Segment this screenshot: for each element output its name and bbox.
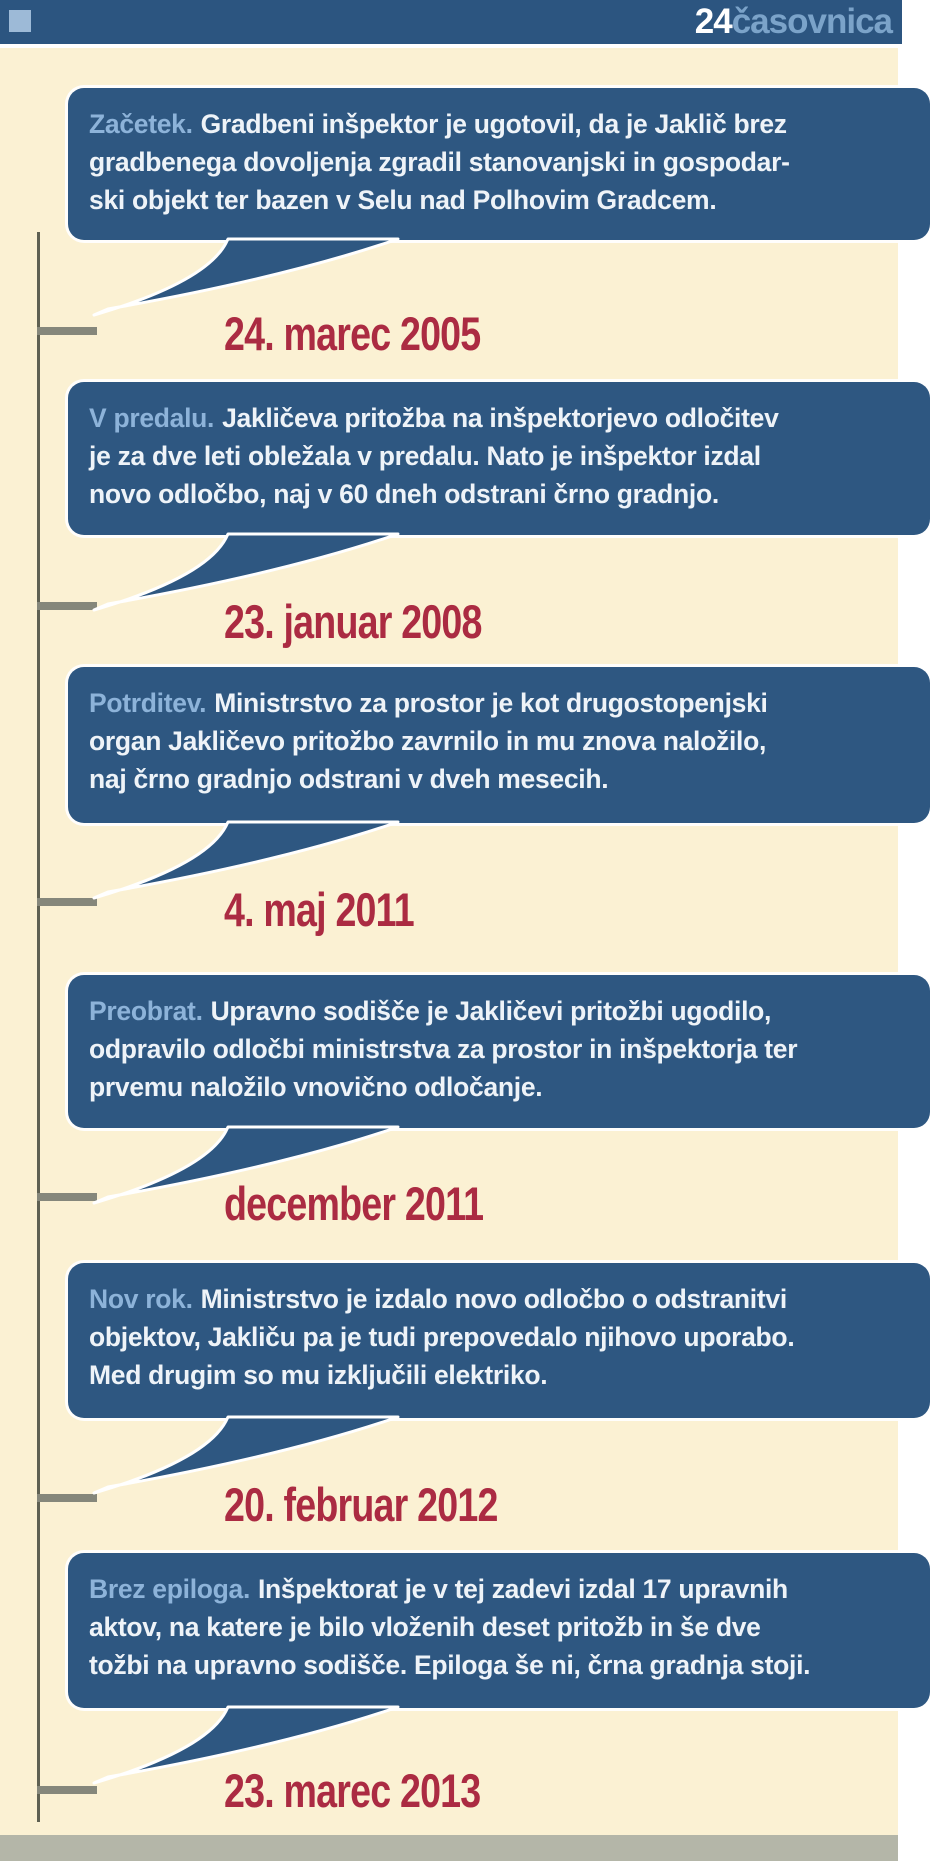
timeline-tick-5 bbox=[37, 1494, 97, 1502]
timeline-tick-2 bbox=[37, 602, 97, 610]
event-4-lead-label: Preobrat. bbox=[89, 996, 203, 1026]
timeline-tick-6 bbox=[37, 1786, 97, 1794]
event-1-line-2: gradbenega dovoljenja zgradil stanovanjski in gospodar- bbox=[89, 147, 790, 177]
event-5-line-1 bbox=[89, 1280, 910, 1318]
event-4-date: december 2011 bbox=[224, 1177, 484, 1230]
event-6-lead-label: Brez epiloga. bbox=[89, 1574, 251, 1604]
event-6-line-3: tožbi na upravno sodišče. Epiloga še ni, črna gradnja stoji. bbox=[89, 1650, 811, 1680]
event-1-lead-label: Začetek. bbox=[89, 109, 193, 139]
event-4-line-1 bbox=[89, 992, 910, 1030]
timeline-tick-4 bbox=[37, 1193, 97, 1201]
event-2-line-3: novo odločbo, naj v 60 dneh odstrani črno gradnjo. bbox=[89, 479, 719, 509]
event-2-line-1 bbox=[89, 399, 910, 437]
brand-title bbox=[695, 0, 892, 44]
event-2-line-2: je za dve leti obležala v predalu. Nato je inšpektor izdal bbox=[89, 441, 761, 471]
event-6-line-1-text: Inšpektorat je v tej zadevi izdal 17 upravnih bbox=[257, 1574, 788, 1604]
timeline-tick-3 bbox=[37, 898, 97, 906]
event-2-lead-label: V predalu. bbox=[89, 403, 215, 433]
event-1-line-1 bbox=[89, 105, 910, 143]
event-bubble-4 bbox=[68, 975, 930, 1128]
event-1-date: 24. marec 2005 bbox=[224, 307, 481, 360]
event-1-line-3: ski objekt ter bazen v Selu nad Polhovim Gradcem. bbox=[89, 185, 717, 215]
event-bubble-5 bbox=[68, 1263, 930, 1418]
brand-24-label: 24 bbox=[694, 2, 732, 41]
event-6-line-2: aktov, na katere je bilo vloženih deset pritožb in še dve bbox=[89, 1612, 761, 1642]
event-bubble-6 bbox=[68, 1553, 930, 1708]
event-3-date: 4. maj 2011 bbox=[224, 883, 414, 936]
event-2-date: 23. januar 2008 bbox=[224, 595, 482, 648]
event-2-line-1-text: Jakličeva pritožba na inšpektorjevo odločitev bbox=[222, 403, 779, 433]
event-6-date: 23. marec 2013 bbox=[224, 1764, 481, 1817]
header-bar bbox=[0, 0, 902, 44]
brand-casovnica-label: časovnica bbox=[731, 2, 892, 41]
event-1-line-1-text: Gradbeni inšpektor je ugotovil, da je Jaklič brez bbox=[200, 109, 787, 139]
event-5-line-2: objektov, Jakliču pa je tudi prepovedalo njihovo uporabo. bbox=[89, 1322, 795, 1352]
header-square-icon bbox=[9, 10, 31, 32]
bottom-bar bbox=[0, 1835, 898, 1861]
event-5-date: 20. februar 2012 bbox=[224, 1478, 498, 1531]
event-3-line-3: naj črno gradnjo odstrani v dveh mesecih. bbox=[89, 764, 609, 794]
event-4-line-3: prvemu naložilo vnovično odločanje. bbox=[89, 1072, 543, 1102]
event-5-line-1-text: Ministrstvo je izdalo novo odločbo o odstranitvi bbox=[200, 1284, 787, 1314]
event-3-line-1-text: Ministrstvo za prostor je kot drugostopenjski bbox=[214, 688, 768, 718]
event-3-lead-label: Potrditev. bbox=[89, 688, 207, 718]
event-5-lead-label: Nov rok. bbox=[89, 1284, 193, 1314]
bubble-tail-icon bbox=[92, 237, 404, 317]
event-3-line-2: organ Jakličevo pritožbo zavrnilo in mu znova naložilo, bbox=[89, 726, 767, 756]
event-bubble-1 bbox=[68, 88, 930, 240]
timeline-axis bbox=[37, 232, 40, 1822]
event-4-line-1-text: Upravno sodišče je Jakličevi pritožbi ugodilo, bbox=[210, 996, 772, 1026]
event-4-line-2: odpravilo odločbi ministrstva za prostor in inšpektorja ter bbox=[89, 1034, 798, 1064]
event-5-line-3: Med drugim so mu izključili elektriko. bbox=[89, 1360, 548, 1390]
event-bubble-2 bbox=[68, 382, 930, 535]
event-bubble-3 bbox=[68, 667, 930, 823]
event-3-line-1 bbox=[89, 684, 910, 722]
timeline-tick-1 bbox=[37, 327, 97, 335]
event-6-line-1 bbox=[89, 1570, 910, 1608]
